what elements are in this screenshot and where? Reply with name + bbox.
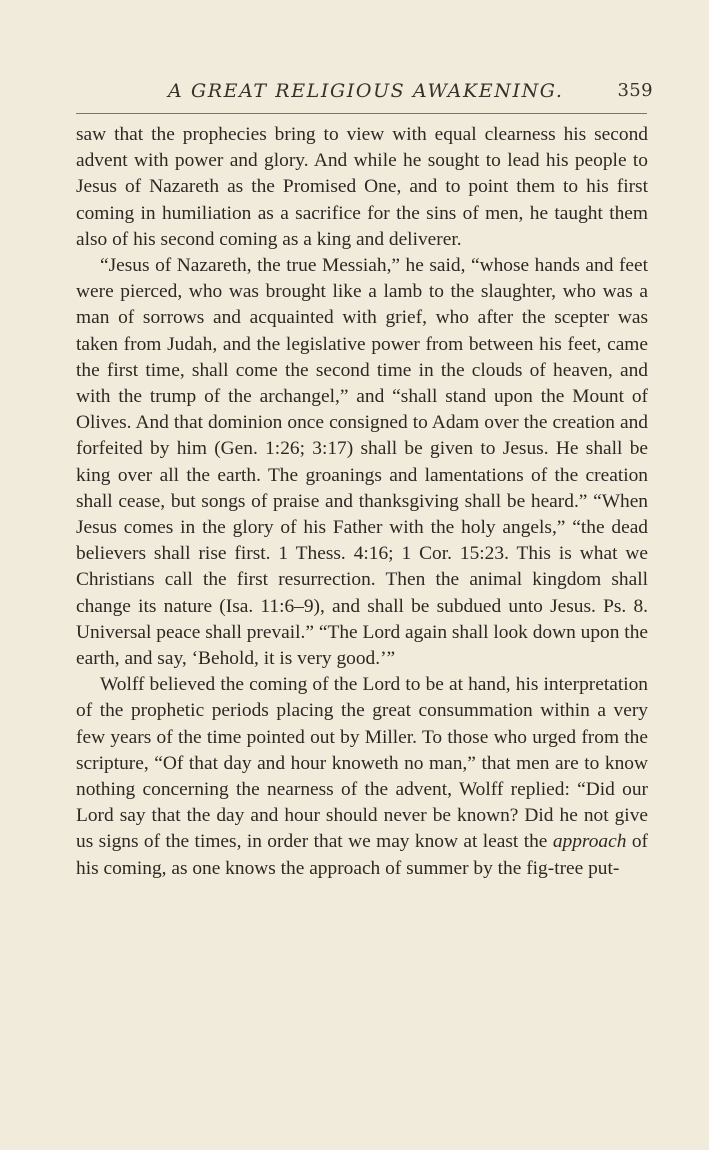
header-rule	[76, 113, 647, 114]
emphasized-word: approach	[552, 831, 627, 853]
page-number: 359	[617, 80, 653, 101]
paragraph-text: of his coming, as one knows the approach of summer by the fig-tree put-	[76, 831, 648, 879]
running-title: A GREAT RELIGIOUS AWAKENING.	[168, 80, 564, 102]
body-text	[76, 122, 648, 882]
paragraph: saw that the prophecies bring to view with equal clearness his second advent with power and glory. And while he sought to lead his people to Jesus of Nazareth as the Promised One, and to point them to his first coming in humiliation as a sacrifice for the sins of men, he taught them also of his second coming as a king and deliverer.	[76, 124, 648, 250]
page-header	[76, 80, 653, 104]
paragraph: “Jesus of Nazareth, the true Messiah,” he said, “whose hands and feet were pierced, who was brought like a lamb to the slaughter, who was a man of sorrows and acquainted with grief, who after the scepter was taken from Judah, and the legislative power from between his feet, came the first time, shall come the second time in the clouds of heaven, and with the trump of the archangel,” and “shall stand upon the Mount of Olives. And that dominion once consigned to Adam over the creation and forfeited by him (Gen. 1:26; 3:17) shall be given to Jesus. He shall be king over all the earth. The groanings and lamentations of the creation shall cease, but songs of praise and thanksgiving shall be heard.” “When Jesus comes in the glory of his Father with the holy angels,” “the dead believers shall rise first. 1 Thess. 4:16; 1 Cor. 15:23. This is what we Christians call the first resurrection. Then the animal kingdom shall change its nature (Isa. 11:6–9), and shall be subdued unto Jesus. Ps. 8. Universal peace shall prevail.” “The Lord again shall look down upon the earth, and say, ‘Behold, it is very good.’”	[76, 255, 648, 670]
paragraph	[76, 672, 648, 882]
paragraph-text: Wolff believed the coming of the Lord to be at hand, his interpretation of the prophetic periods placing the great consummation within a very few years of the time pointed out by Miller. To those who urged from the scripture, “Of that day and hour knoweth no man,” that men are to know nothing concerning the nearness of the advent, Wolff replied: “Did our Lord say that the day and hour should never be known? Did he not give us signs of the times, in order that we may know at least the	[76, 674, 648, 853]
